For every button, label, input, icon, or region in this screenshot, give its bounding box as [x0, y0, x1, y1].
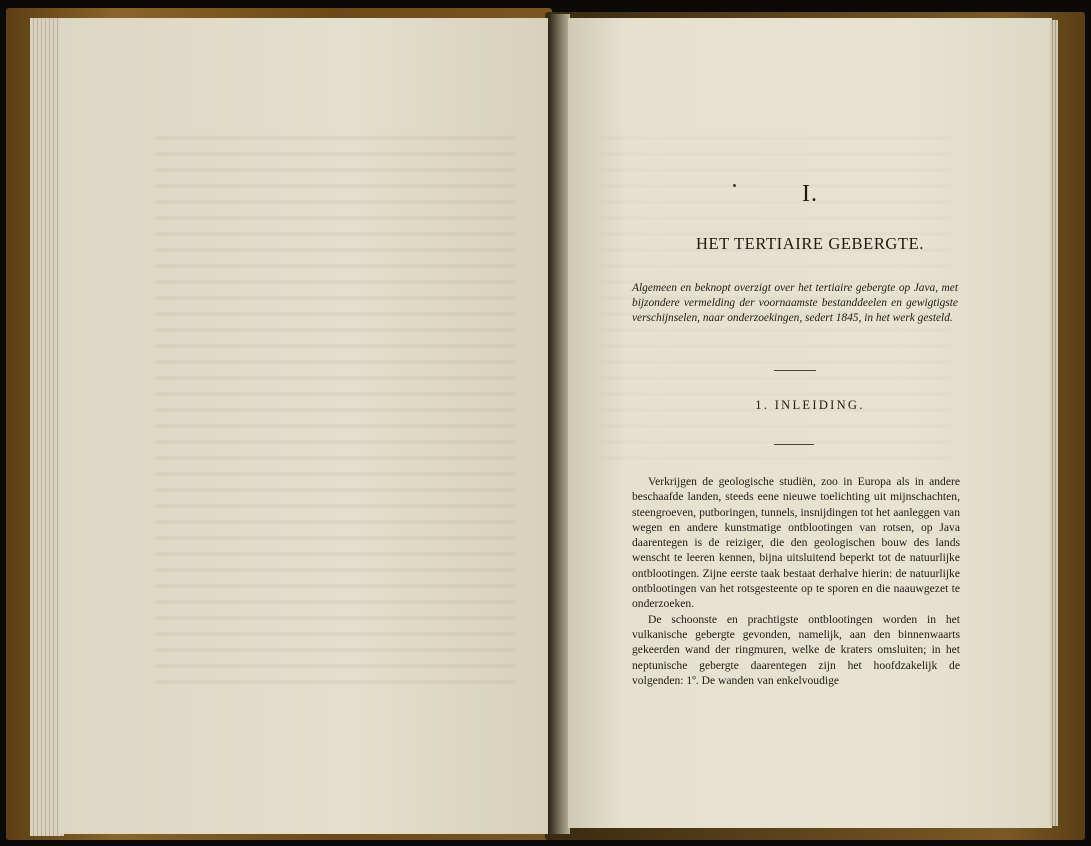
divider-rule-top: [774, 370, 816, 371]
spine-gutter: [548, 14, 570, 834]
page-block-edges: [30, 18, 64, 836]
right-page-edges: [1050, 20, 1058, 826]
chapter-title: HET TERTIAIRE GEBERGTE.: [695, 234, 925, 253]
paragraph: Verkrijgen de geologische studiën, zoo in Europa als in andere beschaafde landen, steeds eene nieuwe toelichting uit mijnschachten, steengroeven, putboringen, tunnels, insnijdingen tot het aanleggen van wegen en andere kunstmatige ontblootingen van rotsen, op Java daarentegen is de reiziger, die den geologischen bouw des lands wenscht te leeren kennen, bijna uitsluitend beperkt tot de natuurlijke ontblootingen. Zijne eerste taak bestaat derhalve hierin: de natuurlijke ontblootingen van het rotsgesteente op te sporen en die naauwgezet te onderzoeken.: [632, 475, 960, 611]
paragraph: De schoonste en prachtigste ontblootingen worden in het vulkanische gebergte gevonden, namelijk, aan den binnenwaarts gekeerden wand der ringmuren, welke de kraters omsluiten; in het neptunische gebergte daarentegen zijn het hoofdzakelijk de volgenden: 1º. De wanden van enkelvoudige: [632, 612, 960, 687]
chapter-number: I.: [802, 181, 818, 207]
divider-rule-bottom: [774, 444, 814, 445]
section-title: 1. INLEIDING.: [755, 398, 865, 412]
left-page-bleed-through: [155, 128, 515, 688]
chapter-subtitle: Algemeen en beknopt overzigt over het tertiaire gebergte op Java, met bijzondere vermelding der voornaamste bestanddeelen en gewigtigste verschijnselen, naar onderzoekingen, sedert 1845, in het werk gesteld.: [632, 282, 958, 324]
body-text: [632, 474, 960, 688]
